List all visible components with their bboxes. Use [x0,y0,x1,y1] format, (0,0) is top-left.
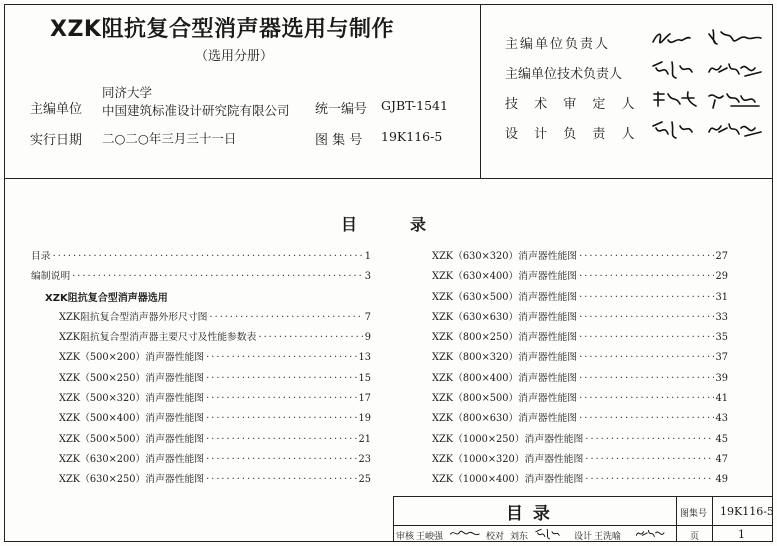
toc-entry-page: 9 [364,332,371,344]
toc-entry-page: 25 [358,474,371,486]
check-signature [534,526,570,541]
toc-entry-page: 43 [715,413,728,425]
toc-entry-title: 编制说明 [31,271,71,283]
toc-entry-page: 15 [358,372,371,384]
toc-entry-title: XZK（630×630）消声器性能图 [432,311,578,323]
toc-entry-page: 29 [715,271,728,283]
title-block-vline1 [676,497,677,542]
compiler-line2: 中国建筑标准设计研究院有限公司 [102,103,290,118]
toc-entry-leader [206,413,356,424]
toc-entry-page: 13 [358,352,371,364]
sig-row3-label: 技 术 审 定 人 [505,97,641,112]
toc-entry-title: XZK（630×250）消声器性能图 [59,474,205,486]
check-label: 校对 [486,532,505,542]
design-signature [634,526,670,541]
toc-entry-title: 目录 [31,251,51,262]
toc-entry-leader [206,454,356,465]
toc-entry-leader [206,393,356,404]
toc-title-char-2: 录 [410,215,429,234]
number-label: 统一编号 [315,102,368,117]
toc-entry[interactable] [432,471,728,491]
toc-entry[interactable] [31,309,371,329]
toc-entry[interactable] [432,451,728,471]
signature-3b [705,88,765,110]
toc-entry-title: XZK（800×500）消声器性能图 [432,393,578,405]
toc-entry-title: XZK（630×400）消声器性能图 [432,271,578,283]
toc-left-column [31,248,371,492]
toc-entry-page: 33 [715,311,728,323]
header-divider [480,5,481,178]
toc-section-heading-text: XZK阻抗复合型消声器选用 [45,292,168,304]
signature-1a [650,28,710,50]
toc-entry-leader [209,312,362,323]
design-label: 设计 [574,532,593,542]
toc-entry[interactable] [432,248,728,268]
toc-entry[interactable] [31,410,371,430]
toc-entry-page: 49 [715,474,728,486]
compiler-label: 主编单位 [30,102,83,117]
review-signature [448,526,484,541]
toc-entry-leader [258,332,362,343]
toc-entry-leader [206,474,356,485]
toc-entry-leader [585,434,713,445]
review-label: 审核 [396,532,415,542]
toc-entry-leader [579,393,713,404]
toc-entry-title: XZK阻抗复合型消声器主要尺寸及性能参数表 [59,332,257,344]
toc-entry-leader [579,332,713,343]
toc-entry-page: 1 [364,251,371,262]
toc-entry-title: XZK（1000×320）消声器性能图 [432,453,584,465]
signature-4a [650,118,710,140]
atlas-subtitle: （选用分册） [195,49,274,64]
toc-entry[interactable] [31,451,371,471]
toc-entry-leader [579,251,713,262]
toc-entry-page: 23 [358,453,371,465]
toc-entry-page: 37 [715,352,728,364]
toc-entry-page: 31 [715,291,728,303]
atlas-number-value: 19K116-5 [381,129,443,144]
atlas-title: XZK阻抗复合型消声器选用与制作 [50,17,394,42]
sig-row1-label: 主编单位负责人 [505,37,611,52]
title-block-atlas-label: 图集号 [680,509,708,519]
signature-2b [705,58,765,80]
toc-entry-title: XZK（630×200）消声器性能图 [59,453,205,465]
toc-entry-page: 3 [364,271,371,283]
signature-4b [705,118,765,140]
signature-1b [705,26,765,48]
header-bottom-rule [5,178,772,179]
toc-entry[interactable] [31,390,371,410]
toc-entry-page: 27 [715,251,728,262]
toc-entry-page: 17 [358,393,371,405]
toc-entry-leader [579,271,713,282]
toc-entry[interactable] [432,329,728,349]
toc-entry-leader [579,373,713,384]
toc-entry-leader [72,271,363,282]
number-value: GJBT-1541 [381,98,448,113]
toc-entry[interactable] [432,390,728,410]
toc-entry-title: XZK（1000×250）消声器性能图 [432,433,584,445]
toc-entry-page: 19 [358,413,371,425]
toc-entry[interactable] [31,248,371,268]
review-name: 王峻强 [416,532,444,542]
toc-entry[interactable] [31,329,371,349]
toc-entry[interactable] [432,370,728,390]
signature-2a [650,58,710,80]
title-block-name: 目 录 [506,504,552,524]
page-value: 1 [738,528,745,541]
atlas-number-label: 图 集 号 [315,133,363,148]
toc-entry-title: XZK（500×320）消声器性能图 [59,393,205,405]
title-block-vline2 [712,497,713,542]
toc-entry-title: XZK（630×500）消声器性能图 [432,291,578,303]
toc-entry-leader [579,312,713,323]
check-name: 刘东 [510,532,529,542]
title-block-atlas-value: 19K116-5 [720,505,774,518]
compiler-line1: 同济大学 [102,85,153,100]
toc-entry[interactable] [432,349,728,369]
toc-entry-leader [585,454,713,465]
toc-entry[interactable] [31,349,371,369]
toc-entry-leader [579,413,713,424]
date-label: 实行日期 [30,133,83,148]
toc-entry-leader [206,373,356,384]
toc-entry[interactable] [31,370,371,390]
toc-section-heading [31,289,371,309]
page-label: 页 [690,532,700,542]
toc-entry[interactable] [31,431,371,451]
sig-row2-label: 主编单位技术负责人 [505,67,623,82]
title-block [393,496,773,542]
toc-entry-title: XZK（800×250）消声器性能图 [432,332,578,344]
design-name: 王洗喻 [594,532,622,542]
toc-entry[interactable] [432,268,728,288]
toc-entry[interactable] [432,410,728,430]
toc-entry-title: XZK（500×400）消声器性能图 [59,413,205,425]
toc-entry-page: 47 [715,453,728,465]
toc-entry-title: XZK（630×320）消声器性能图 [432,251,578,262]
toc-entry-page: 7 [364,311,371,323]
toc-entry-leader [206,352,356,363]
toc-entry[interactable] [31,471,371,491]
toc-title-char-1: 目 [341,215,360,234]
toc-entry-title: XZK（800×320）消声器性能图 [432,352,578,364]
toc-entry-page: 39 [715,372,728,384]
toc-entry-leader [585,474,713,485]
toc-entry-page: 45 [715,433,728,445]
sig-row4-label: 设 计 负 责 人 [505,127,641,142]
toc-entry[interactable] [432,289,728,309]
toc-entry-title: XZK（500×250）消声器性能图 [59,372,205,384]
toc-entry-title: XZK（800×630）消声器性能图 [432,413,578,425]
toc-entry-title: XZK（500×200）消声器性能图 [59,352,205,364]
signature-3a [650,88,710,110]
toc-entry-leader [206,434,356,445]
toc-entry-title: XZK（500×500）消声器性能图 [59,433,205,445]
toc-entry-leader [579,352,713,363]
toc-entry[interactable] [31,268,371,288]
toc-entry-page: 35 [715,332,728,344]
toc-entry-page: 41 [715,393,728,405]
toc-entry-title: XZK阻抗复合型消声器外形尺寸图 [59,311,208,323]
toc-entry-title: XZK（800×400）消声器性能图 [432,372,578,384]
toc-entry[interactable] [432,431,728,451]
toc-entry-leader [53,251,363,262]
toc-entry-title: XZK（1000×400）消声器性能图 [432,474,584,486]
toc-entry[interactable] [432,309,728,329]
toc-right-column [432,248,728,492]
toc-entry-page: 21 [358,433,371,445]
date-value: 二○二○年三月三十一日 [102,131,237,146]
toc-entry-leader [579,292,713,303]
